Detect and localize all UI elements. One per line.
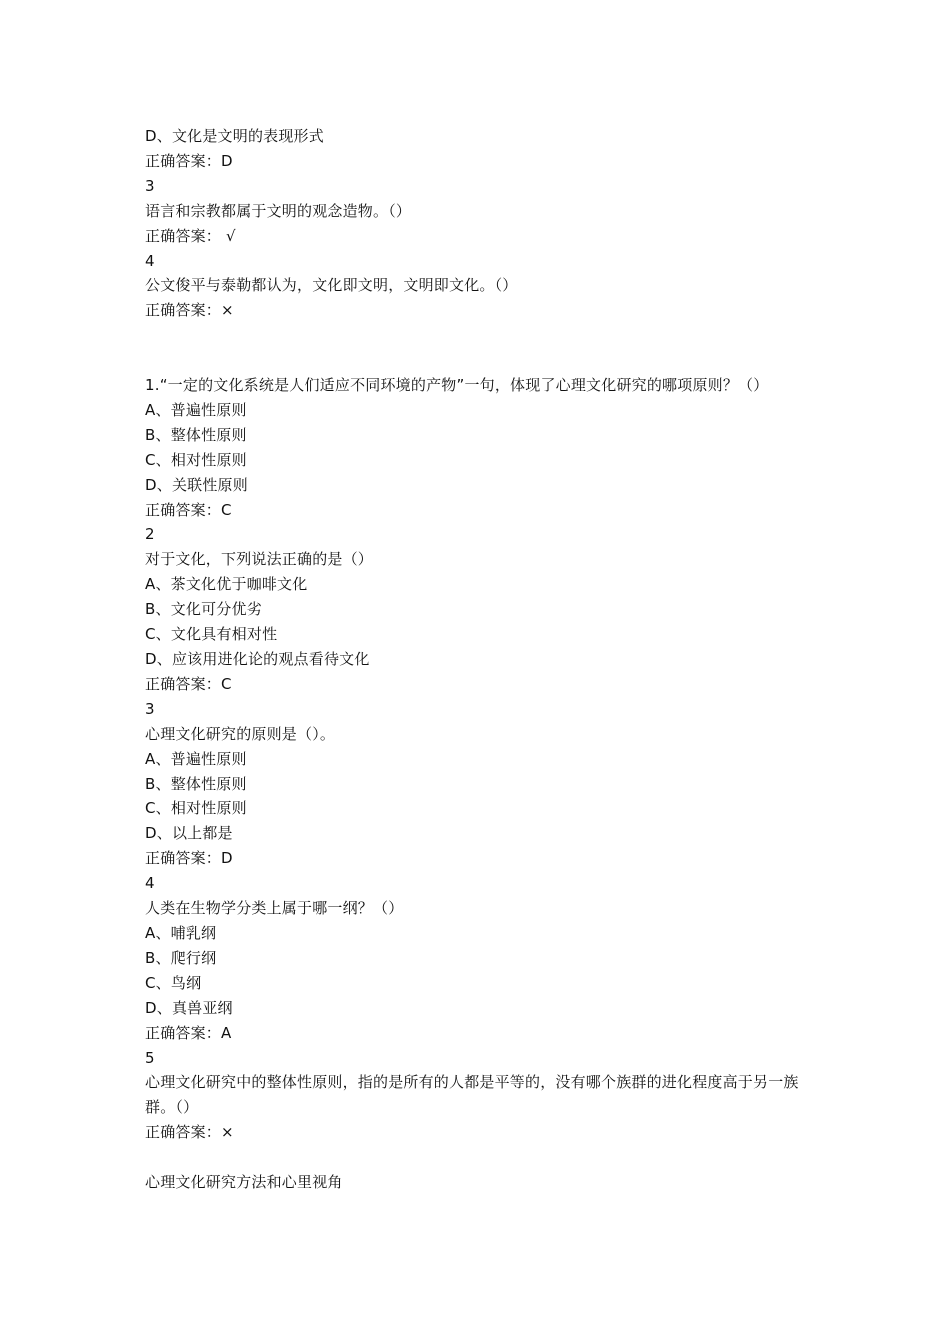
option-c: C、相对性原则 <box>145 799 247 818</box>
option-a: A、普遍性原则 <box>145 400 247 419</box>
option-d: D、关联性原则 <box>145 475 248 494</box>
question-number: 3 <box>145 176 155 195</box>
question-text: 心理文化研究的原则是（）。 <box>145 724 336 743</box>
answer-line: 正确答案： √ <box>145 226 236 245</box>
option-d: D、文化是文明的表现形式 <box>145 127 324 145</box>
answer-line: 正确答案：A <box>145 1023 232 1042</box>
question-text: 心理文化研究中的整体性原则，指的是所有的人都是平等的，没有哪个族群的进化程度高于另一族群。（） <box>145 1073 799 1117</box>
question-text: 人类在生物学分类上属于哪一纲？（） <box>145 899 404 918</box>
answer-line: 正确答案：C <box>145 674 232 693</box>
question-text: 公文俊平与泰勒都认为，文化即文明，文明即文化。（） <box>145 276 518 295</box>
answer-line: 正确答案：× <box>145 301 234 320</box>
option-b: B、整体性原则 <box>145 425 247 444</box>
section-heading: 心理文化研究方法和心里视角 <box>145 1173 343 1192</box>
section-spacer <box>145 1145 815 1170</box>
section-spacer <box>145 323 815 373</box>
option-d: D、以上都是 <box>145 824 233 843</box>
question-text: 语言和宗教都属于文明的观念造物。（） <box>145 201 412 220</box>
answer-line: 正确答案：D <box>145 849 233 868</box>
option-c: C、相对性原则 <box>145 450 247 469</box>
question-text: 对于文化，下列说法正确的是（） <box>145 550 374 569</box>
answer-line: 正确答案：C <box>145 500 232 519</box>
document-body <box>145 124 815 1195</box>
option-b: B、整体性原则 <box>145 774 247 793</box>
question-number: 5 <box>145 1048 155 1067</box>
option-b: B、爬行纲 <box>145 948 217 967</box>
answer-line: 正确答案：× <box>145 1123 234 1142</box>
question-number: 4 <box>145 251 155 270</box>
question-text: 1.“一定的文化系统是人们适应不同环境的产物”一句，体现了心理文化研究的哪项原则？（） <box>145 376 769 395</box>
question-number: 3 <box>145 699 155 718</box>
option-a: A、茶文化优于咖啡文化 <box>145 575 308 594</box>
option-d: D、真兽亚纲 <box>145 998 233 1017</box>
option-a: A、普遍性原则 <box>145 749 247 768</box>
option-c: C、鸟纲 <box>145 973 202 992</box>
option-d: D、应该用进化论的观点看待文化 <box>145 650 370 669</box>
answer-line: 正确答案：D <box>145 151 233 170</box>
option-b: B、文化可分优劣 <box>145 600 262 619</box>
option-a: A、哺乳纲 <box>145 923 217 942</box>
question-number: 4 <box>145 874 155 893</box>
question-number: 2 <box>145 525 155 544</box>
option-c: C、文化具有相对性 <box>145 625 278 644</box>
